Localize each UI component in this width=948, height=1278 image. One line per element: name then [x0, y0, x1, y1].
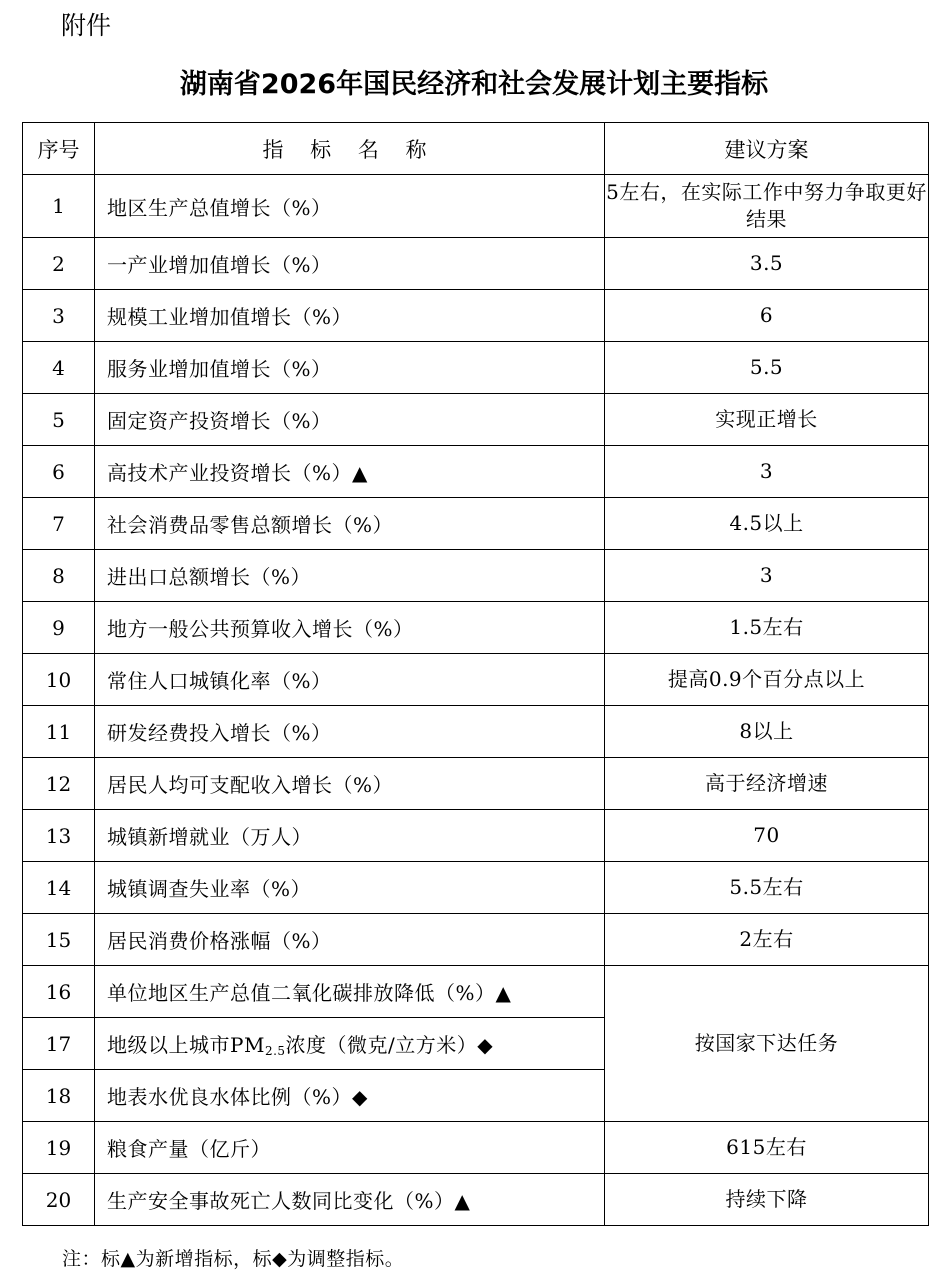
indicator-plan: 实现正增长: [605, 394, 929, 446]
indicator-plan: 2左右: [605, 914, 929, 966]
indicator-plan: 70: [605, 810, 929, 862]
table-row: [23, 1122, 929, 1174]
table-row: [23, 175, 929, 238]
row-number: 9: [23, 602, 95, 654]
table-row: [23, 394, 929, 446]
indicator-plan: 提高0.9个百分点以上: [605, 654, 929, 706]
row-number: 5: [23, 394, 95, 446]
indicator-name: 居民消费价格涨幅（%）: [95, 914, 605, 966]
row-number: 13: [23, 810, 95, 862]
indicator-name: 常住人口城镇化率（%）: [95, 654, 605, 706]
indicator-name: 城镇调查失业率（%）: [95, 862, 605, 914]
row-number: 18: [23, 1070, 95, 1122]
row-number: 2: [23, 238, 95, 290]
indicator-name: 单位地区生产总值二氧化碳排放降低（%）▲: [95, 966, 605, 1018]
indicator-plan-merged: 按国家下达任务: [605, 966, 929, 1122]
indicator-name-part: 浓度（微克/立方米）◆: [285, 1033, 494, 1057]
attachment-label: 附件: [61, 11, 112, 40]
row-number: 7: [23, 498, 95, 550]
indicator-plan: 3: [605, 550, 929, 602]
indicator-plan: 4.5以上: [605, 498, 929, 550]
table-row: [23, 290, 929, 342]
column-header-no: 序号: [23, 123, 95, 175]
row-number: 4: [23, 342, 95, 394]
table-row: [23, 1174, 929, 1226]
indicator-name: 地区生产总值增长（%）: [95, 175, 605, 238]
footnote: 注：标▲为新增指标，标◆为调整指标。: [62, 1248, 405, 1270]
indicator-table: [22, 122, 929, 1226]
table-row: [23, 758, 929, 810]
indicator-plan: 高于经济增速: [605, 758, 929, 810]
indicator-plan: 5左右，在实际工作中努力争取更好结果: [605, 175, 929, 238]
row-number: 11: [23, 706, 95, 758]
indicator-name: 服务业增加值增长（%）: [95, 342, 605, 394]
indicator-name: 居民人均可支配收入增长（%）: [95, 758, 605, 810]
table-row: [23, 706, 929, 758]
row-number: 10: [23, 654, 95, 706]
table-row: [23, 654, 929, 706]
indicator-name: 城镇新增就业（万人）: [95, 810, 605, 862]
indicator-plan: 615左右: [605, 1122, 929, 1174]
indicator-plan: 6: [605, 290, 929, 342]
indicator-name-part: 地级以上城市PM: [107, 1033, 265, 1057]
indicator-name: 进出口总额增长（%）: [95, 550, 605, 602]
indicator-name: 固定资产投资增长（%）: [95, 394, 605, 446]
row-number: 14: [23, 862, 95, 914]
indicator-name: 地表水优良水体比例（%）◆: [95, 1070, 605, 1122]
row-number: 3: [23, 290, 95, 342]
table-row: [23, 862, 929, 914]
column-header-name: 指 标 名 称: [95, 123, 605, 175]
row-number: 15: [23, 914, 95, 966]
row-number: 19: [23, 1122, 95, 1174]
table-row: [23, 914, 929, 966]
indicator-name: [95, 1018, 605, 1070]
indicator-name: 粮食产量（亿斤）: [95, 1122, 605, 1174]
document-title: 湖南省2026年国民经济和社会发展计划主要指标: [179, 69, 769, 100]
indicator-name: 地方一般公共预算收入增长（%）: [95, 602, 605, 654]
indicator-plan: 持续下降: [605, 1174, 929, 1226]
indicator-plan: 5.5左右: [605, 862, 929, 914]
row-number: 20: [23, 1174, 95, 1226]
table-row: [23, 966, 929, 1018]
indicator-name: 一产业增加值增长（%）: [95, 238, 605, 290]
column-header-plan: 建议方案: [605, 123, 929, 175]
table-row: [23, 342, 929, 394]
indicator-plan: 3.5: [605, 238, 929, 290]
indicator-name: 社会消费品零售总额增长（%）: [95, 498, 605, 550]
table-row: [23, 446, 929, 498]
indicator-name: 高技术产业投资增长（%）▲: [95, 446, 605, 498]
row-number: 1: [23, 175, 95, 238]
pm-subscript: 2.5: [264, 1044, 286, 1058]
table-row: [23, 810, 929, 862]
table-header-row: [23, 123, 929, 175]
indicator-name: 研发经费投入增长（%）: [95, 706, 605, 758]
row-number: 12: [23, 758, 95, 810]
table-row: [23, 602, 929, 654]
indicator-name: 生产安全事故死亡人数同比变化（%）▲: [95, 1174, 605, 1226]
row-number: 8: [23, 550, 95, 602]
table-row: [23, 498, 929, 550]
indicator-plan: 1.5左右: [605, 602, 929, 654]
indicator-plan: 5.5: [605, 342, 929, 394]
table-row: [23, 550, 929, 602]
indicator-plan: 3: [605, 446, 929, 498]
indicator-plan: 8以上: [605, 706, 929, 758]
row-number: 17: [23, 1018, 95, 1070]
indicator-name: 规模工业增加值增长（%）: [95, 290, 605, 342]
row-number: 6: [23, 446, 95, 498]
row-number: 16: [23, 966, 95, 1018]
table-row: [23, 238, 929, 290]
